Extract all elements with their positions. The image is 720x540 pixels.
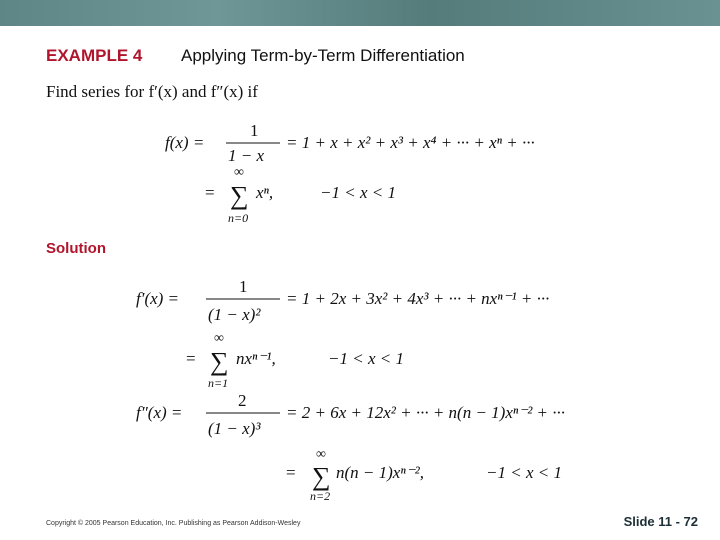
equation-f-prime <box>134 274 674 394</box>
fp-rhs: = 1 + 2x + 3x² + 4x³ + ··· + nxⁿ⁻¹ + ··· <box>286 289 550 308</box>
fpp-eq2: = <box>286 463 296 482</box>
f-interval: −1 < x < 1 <box>320 183 396 202</box>
copyright-text: Copyright © 2005 Pearson Education, Inc. Publishing as Pearson Addison-Wesley <box>46 520 301 527</box>
fp-sum-term: nxⁿ⁻¹, <box>236 349 276 368</box>
fpp-frac-den: (1 − x)³ <box>208 419 261 438</box>
f-rhs: = 1 + x + x² + x³ + x⁴ + ··· + xⁿ + ··· <box>286 133 535 152</box>
fpp-sum-term: n(n − 1)xⁿ⁻², <box>336 463 425 482</box>
fpp-lhs: f″(x) = <box>136 403 183 422</box>
example-label: EXAMPLE 4 <box>46 46 143 65</box>
fpp-sum-top: ∞ <box>316 447 326 462</box>
fp-eq2: = <box>186 349 196 368</box>
fpp-rhs: = 2 + 6x + 12x² + ··· + n(n − 1)xⁿ⁻² + ··· <box>286 403 566 422</box>
f-frac-num: 1 <box>250 121 259 140</box>
fpp-sum-bottom: n=2 <box>310 489 331 503</box>
fp-interval: −1 < x < 1 <box>328 349 404 368</box>
fpp-interval: −1 < x < 1 <box>486 463 562 482</box>
f-frac-den: 1 − x <box>228 146 265 165</box>
f-sum-term: xⁿ, <box>256 183 274 202</box>
top-banner <box>0 0 720 26</box>
equation-f <box>160 116 660 226</box>
f-sum-top: ∞ <box>234 165 244 180</box>
solution-label: Solution <box>46 240 106 257</box>
fp-lhs: f′(x) = <box>136 289 180 308</box>
intro-text: Find series for f′(x) and f″(x) if <box>46 82 258 101</box>
example-title: Applying Term-by-Term Differentiation <box>181 46 465 65</box>
fp-frac-den: (1 − x)² <box>208 305 261 324</box>
f-sum-bottom: n=0 <box>228 211 249 225</box>
slide-content <box>0 26 720 540</box>
equation-f-double-prime <box>134 394 694 514</box>
fp-sigma: ∑ <box>210 347 229 376</box>
fp-frac-num: 1 <box>239 277 248 296</box>
fpp-sigma: ∑ <box>312 462 331 491</box>
slide-number: Slide 11 - 72 <box>623 514 698 529</box>
f-eq2: = <box>205 183 215 202</box>
f-lhs: f(x) = <box>165 133 205 152</box>
fp-sum-bottom: n=1 <box>208 376 229 390</box>
fp-sum-top: ∞ <box>214 331 224 346</box>
f-sigma: ∑ <box>230 181 249 210</box>
fpp-frac-num: 2 <box>238 394 247 410</box>
